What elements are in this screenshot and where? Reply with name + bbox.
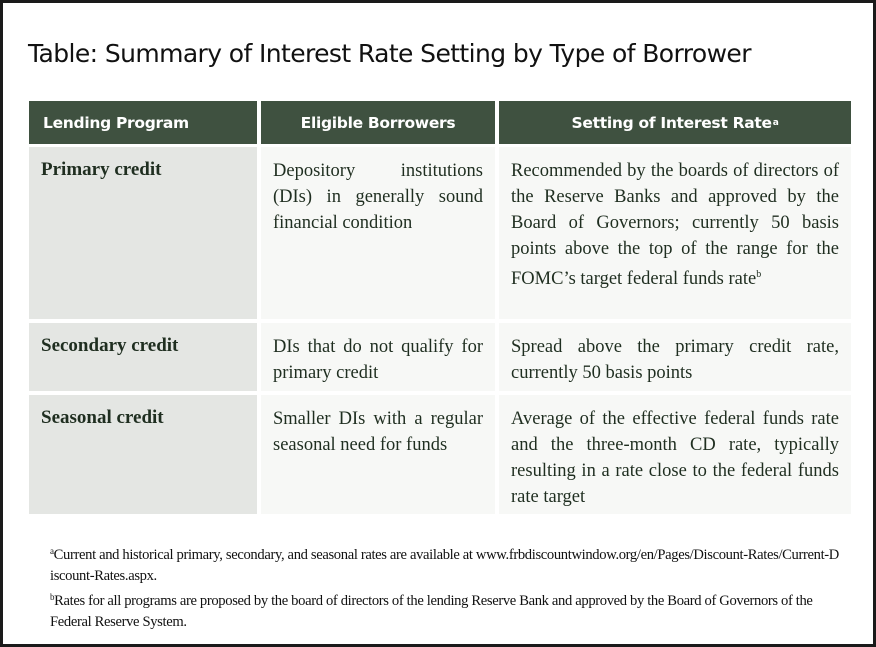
table-row-secondary-credit-rate [499,323,851,391]
table-row-secondary-credit-program [29,323,257,391]
program-label: Secondary credit [41,335,179,356]
footnote-b [50,587,840,633]
column-header-label: Eligible Borrowers [300,113,456,132]
footnote-marker: b [756,269,762,280]
borrowers-text: Depository institutions (DIs) in generally sound financial condition [273,161,483,233]
column-header-eligible-borrowers [261,101,495,144]
table-row-primary-credit-rate [499,147,851,319]
rate-text-body: Recommended by the boards of directors of the Reserve Banks and approved by the Board of Governors; currently 50 basis points above the top of the range for the FOMC’s target federal funds rate [511,161,839,289]
table-row-seasonal-credit-rate [499,395,851,514]
table-row-seasonal-credit-borrowers [261,395,495,514]
borrowers-text: Smaller DIs with a regular seasonal need for funds [273,409,483,455]
table-row-secondary-credit-borrowers [261,323,495,391]
footnote-text: Rates for all programs are proposed by the board of directors of the lending Reserve Bank and approved by the Board of Governors of the Federal Reserve System. [50,593,813,630]
footnote-marker: a [50,546,54,556]
footnote-a [50,541,840,587]
program-label: Seasonal credit [41,407,164,428]
column-header-setting-of-interest-rate [499,101,851,144]
footnote-marker: a [772,117,779,128]
footnote-marker: b [50,592,55,602]
borrowers-text: DIs that do not qualify for primary credit [273,337,483,383]
table-row-primary-credit-borrowers [261,147,495,319]
column-header-label: Lending Program [43,113,189,132]
rate-text [499,147,851,292]
table-row-seasonal-credit-program [29,395,257,514]
rate-text: Average of the effective federal funds rate and the three-month CD rate, typically resulting in a rate close to the federal funds rate target [511,409,839,507]
page-title: Table: Summary of Interest Rate Setting by Type of Borrower [28,39,751,68]
table-row-primary-credit-program [29,147,257,319]
rate-text: Spread above the primary credit rate, currently 50 basis points [511,337,839,383]
program-label: Primary credit [41,159,162,180]
column-header-lending-program [29,101,257,144]
footnote-text: Current and historical primary, secondary, and seasonal rates are available at www.frbdiscountwindow.org/en/Pages/Discount-Rates/Current-Discount-Rates.aspx. [50,547,839,584]
column-header-label: Setting of Interest Rate [571,113,772,132]
footnotes [50,541,840,633]
